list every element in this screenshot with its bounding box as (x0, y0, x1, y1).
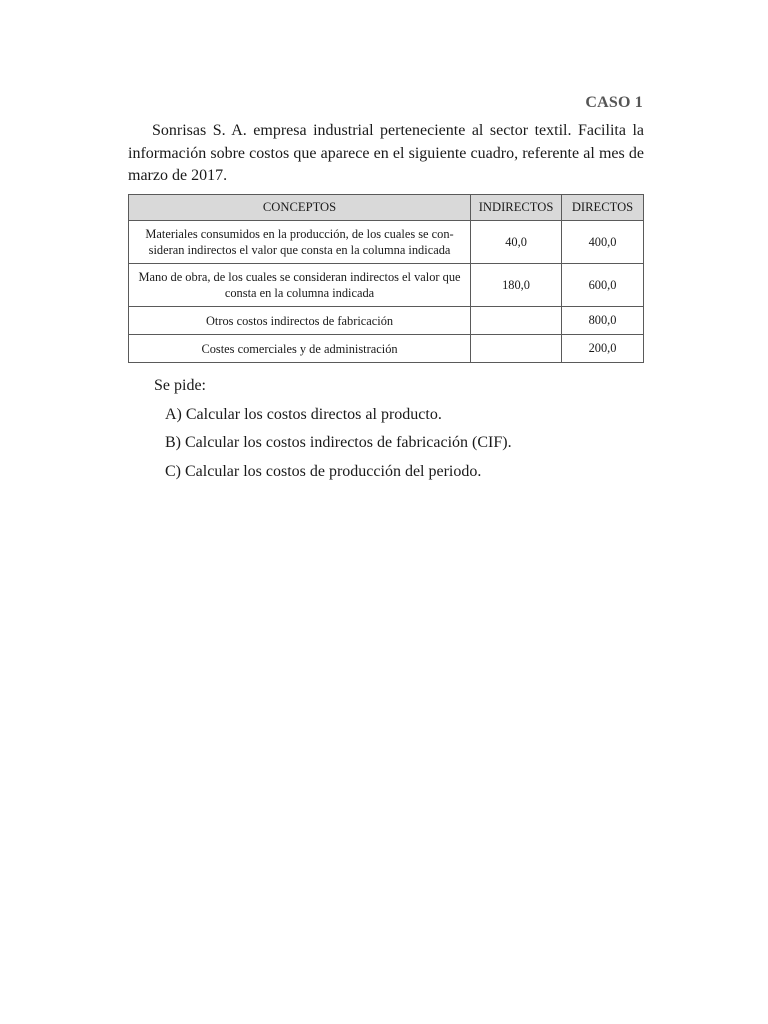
row-concept: Costes comerciales y de administración (129, 335, 471, 363)
costs-table (128, 194, 644, 363)
task-item: A) Calcular los costos directos al producto. (165, 405, 442, 423)
header-concepts: CONCEPTOS (129, 195, 471, 221)
row-concept: Mano de obra, de los cuales se consideran indirectos el valor que consta en la columna indicada (129, 264, 471, 307)
row-concept: Materiales consumidos en la producción, de los cuales se con- sideran indirectos el valor que consta en la columna indicada (129, 221, 471, 264)
row-direct-value: 400,0 (562, 221, 644, 264)
table-row (129, 221, 644, 264)
task-item: C) Calcular los costos de producción del periodo. (165, 462, 482, 480)
table-row (129, 264, 644, 307)
task-item: B) Calcular los costos indirectos de fabricación (CIF). (165, 434, 512, 452)
header-indirect: INDIRECTOS (471, 195, 562, 221)
row-direct-value: 800,0 (562, 307, 644, 335)
table-row (129, 307, 644, 335)
row-indirect-value: 40,0 (471, 221, 562, 264)
task-list (154, 401, 512, 487)
row-indirect-value (471, 307, 562, 335)
row-indirect-value (471, 335, 562, 363)
table-header-row (129, 195, 644, 221)
table-row (129, 335, 644, 363)
task-section (154, 372, 512, 486)
prompt-label: Se pide: (154, 377, 206, 394)
row-concept: Otros costos indirectos de fabricación (129, 307, 471, 335)
row-indirect-value: 180,0 (471, 264, 562, 307)
row-direct-value: 200,0 (562, 335, 644, 363)
intro-paragraph: Sonrisas S. A. empresa industrial perteneciente al sector textil. Facilita la información sobre costos que aparece en el siguiente cuadro, referente al mes de marzo de 2017. (128, 122, 644, 184)
header-direct: DIRECTOS (562, 195, 644, 221)
case-title: CASO 1 (585, 94, 643, 111)
row-direct-value: 600,0 (562, 264, 644, 307)
